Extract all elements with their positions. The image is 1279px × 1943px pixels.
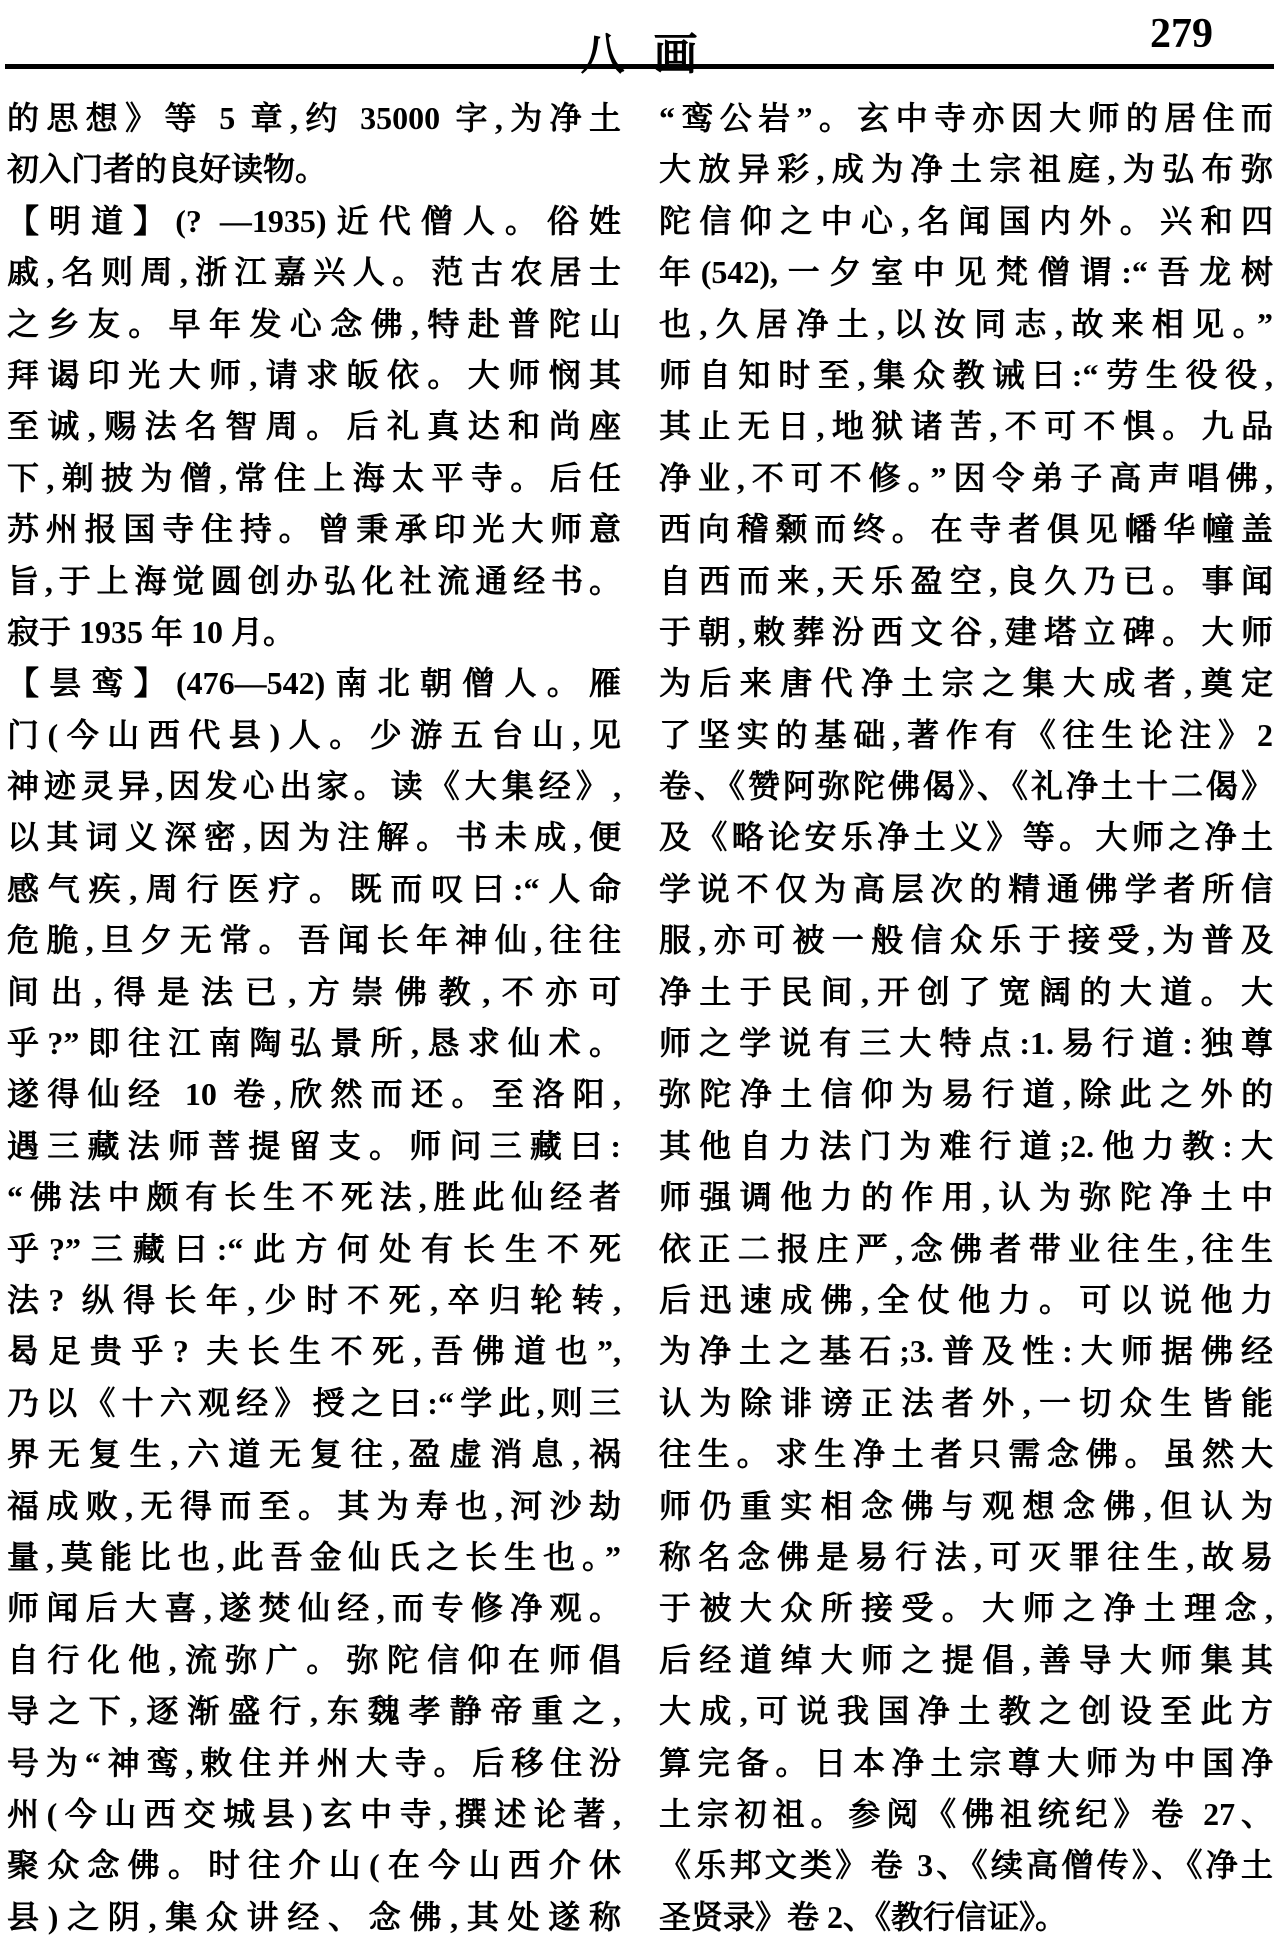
text-line: 称名念佛是易行法,可灭罪往生,故易 xyxy=(659,1538,1273,1575)
text-line: 戚,名则周,浙江嘉兴人。范古农居士 xyxy=(7,254,621,291)
text-line: 后经道绰大师之提倡,善导大师集其 xyxy=(659,1641,1273,1678)
text-line: 号为“神鸾,敕住并州大寺。后移住汾 xyxy=(7,1744,621,1781)
text-line: 下,剃披为僧,常住上海太平寺。后任 xyxy=(7,459,621,496)
text-line: 师仍重实相念佛与观想念佛,但认为 xyxy=(659,1487,1273,1524)
text-line: 寂于 1935 年 10 月。 xyxy=(7,613,296,650)
text-line: 【昙鸾】(476—542)南北朝僧人。雁 xyxy=(7,665,621,702)
text-line: 间出,得是法已,方崇佛教,不亦可 xyxy=(7,973,621,1010)
text-line: 大放异彩,成为净土宗祖庭,为弘布弥 xyxy=(659,151,1273,188)
text-line: 界无复生,六道无复往,盈虚消息,祸 xyxy=(7,1436,621,1473)
text-line: 学说不仅为高层次的精通佛学者所信 xyxy=(659,870,1273,907)
text-line: 师自知时至,集众教诫曰:“劳生役役, xyxy=(659,356,1273,393)
text-line: 至诚,赐法名智周。后礼真达和尚座 xyxy=(7,408,621,445)
text-line: 曷足贵乎? 夫长生不死,吾佛道也”, xyxy=(7,1333,621,1370)
text-line: 年(542),一夕室中见梵僧谓:“吾龙树 xyxy=(659,254,1273,291)
text-line: 也,久居净土,以汝同志,故来相见。” xyxy=(659,305,1273,342)
text-line: 州(今山西交城县)玄中寺,撰述论著, xyxy=(7,1795,621,1832)
text-line: 初入门者的良好读物。 xyxy=(7,151,328,188)
text-line: 师闻后大喜,遂焚仙经,而专修净观。 xyxy=(7,1590,621,1627)
text-line: 拜谒印光大师,请求皈依。大师悯其 xyxy=(7,356,621,393)
text-line: 其他自力法门为难行道;2.他力教:大 xyxy=(659,1127,1273,1164)
text-line: 弥陀净土信仰为易行道,除此之外的 xyxy=(659,1076,1273,1113)
text-line: 算完备。日本净土宗尊大师为中国净 xyxy=(659,1744,1273,1781)
text-line: 依正二报庄严,念佛者带业往生,往生 xyxy=(659,1230,1273,1267)
left-column xyxy=(7,93,621,1943)
text-line: 师强调他力的作用,认为弥陀净土中 xyxy=(659,1179,1273,1216)
text-line: 为后来唐代净土宗之集大成者,奠定 xyxy=(659,665,1273,702)
text-line: 门(今山西代县)人。少游五台山,见 xyxy=(7,716,621,753)
text-line: 其止无日,地狱诸苦,不可不惧。九品 xyxy=(659,408,1273,445)
text-line: 神迹灵异,因发心出家。读《大集经》, xyxy=(7,768,621,805)
section-char-second: 画 xyxy=(653,30,699,79)
text-line: 导之下,逐渐盛行,东魏孝静帝重之, xyxy=(7,1693,621,1730)
text-line: 遇三藏法师菩提留支。师问三藏曰: xyxy=(7,1127,621,1164)
page-header xyxy=(0,0,1279,79)
text-line: 土宗初祖。参阅《佛祖统纪》卷 27、 xyxy=(659,1795,1273,1832)
text-line: 为净土之基石;3.普及性:大师据佛经 xyxy=(659,1333,1273,1370)
text-line: 于朝,敕葬汾西文谷,建塔立碑。大师 xyxy=(659,613,1273,650)
text-line: 的思想》等 5 章,约 35000 字,为净土 xyxy=(7,100,621,136)
text-line: 圣贤录》卷 2、《教行信证》。 xyxy=(659,1898,1068,1935)
text-line: 乎?”即往江南陶弘景所,恳求仙术。 xyxy=(7,1025,621,1062)
right-column xyxy=(659,93,1273,1943)
section-title xyxy=(0,18,1279,82)
page-number: 279 xyxy=(1150,11,1213,57)
text-line: 自行化他,流弥广。弥陀信仰在师倡 xyxy=(7,1641,621,1678)
text-line: 《乐邦文类》卷 3、《续高僧传》、《净土 xyxy=(659,1847,1273,1884)
text-line: 感气疾,周行医疗。既而叹曰:“人命 xyxy=(7,870,621,907)
text-line: 及《略论安乐净土义》等。大师之净土 xyxy=(659,819,1273,856)
text-line: “鸾公岩”。玄中寺亦因大师的居住而 xyxy=(659,100,1273,136)
text-line: 县)之阴,集众讲经、念佛,其处遂称 xyxy=(7,1898,621,1935)
text-line: 师之学说有三大特点:1.易行道:独尊 xyxy=(659,1025,1273,1062)
text-line: 法? 纵得长年,少时不死,卒归轮转, xyxy=(7,1281,621,1318)
text-line: 量,莫能比也,此吾金仙氏之长生也。” xyxy=(7,1538,621,1575)
text-line: 卷、《赞阿弥陀佛偈》、《礼净土十二偈》 xyxy=(659,768,1273,805)
text-line: 大成,可说我国净土教之创设至此方 xyxy=(659,1693,1273,1730)
text-line: 往生。求生净土者只需念佛。虽然大 xyxy=(659,1436,1273,1473)
text-line: 净业,不可不修。”因令弟子高声唱佛, xyxy=(659,459,1273,496)
text-line: 了坚实的基础,著作有《往生论注》2 xyxy=(659,716,1273,753)
text-line: 后迅速成佛,全仗他力。可以说他力 xyxy=(659,1281,1273,1318)
text-line: 福成败,无得而至。其为寿也,河沙劫 xyxy=(7,1487,621,1524)
text-line: 之乡友。早年发心念佛,特赴普陀山 xyxy=(7,305,621,342)
text-line: 自西而来,天乐盈空,良久乃已。事闻 xyxy=(659,562,1273,599)
text-line: 聚众念佛。时往介山(在今山西介休 xyxy=(7,1847,621,1884)
text-line: 遂得仙经 10 卷,欣然而还。至洛阳, xyxy=(7,1076,621,1113)
text-line: 于被大众所接受。大师之净土理念, xyxy=(659,1590,1273,1627)
text-line: 苏州报国寺住持。曾秉承印光大师意 xyxy=(7,511,621,548)
text-line: 西向稽颡而终。在寺者俱见幡华幢盖 xyxy=(659,511,1273,548)
text-line: 以其词义深密,因为注解。书未成,便 xyxy=(7,819,621,856)
text-line: 乎?”三藏曰:“此方何处有长生不死 xyxy=(7,1230,621,1267)
page-body xyxy=(0,93,1279,1943)
text-line: 净土于民间,开创了宽阔的大道。大 xyxy=(659,973,1273,1010)
text-line: 旨,于上海觉圆创办弘化社流通经书。 xyxy=(7,562,621,599)
section-char-first: 八 xyxy=(580,30,626,79)
text-line: 陀信仰之中心,名闻国内外。兴和四 xyxy=(659,202,1273,239)
text-line: “佛法中颇有长生不死法,胜此仙经者 xyxy=(7,1179,621,1216)
text-line: 服,亦可被一般信众乐于接受,为普及 xyxy=(659,922,1273,959)
text-line: 【明道】(? —1935)近代僧人。俗姓 xyxy=(7,202,621,239)
text-line: 危脆,旦夕无常。吾闻长年神仙,往往 xyxy=(7,922,621,959)
text-line: 乃以《十六观经》授之曰:“学此,则三 xyxy=(7,1384,621,1421)
text-line: 认为除诽谤正法者外,一切众生皆能 xyxy=(659,1384,1273,1421)
